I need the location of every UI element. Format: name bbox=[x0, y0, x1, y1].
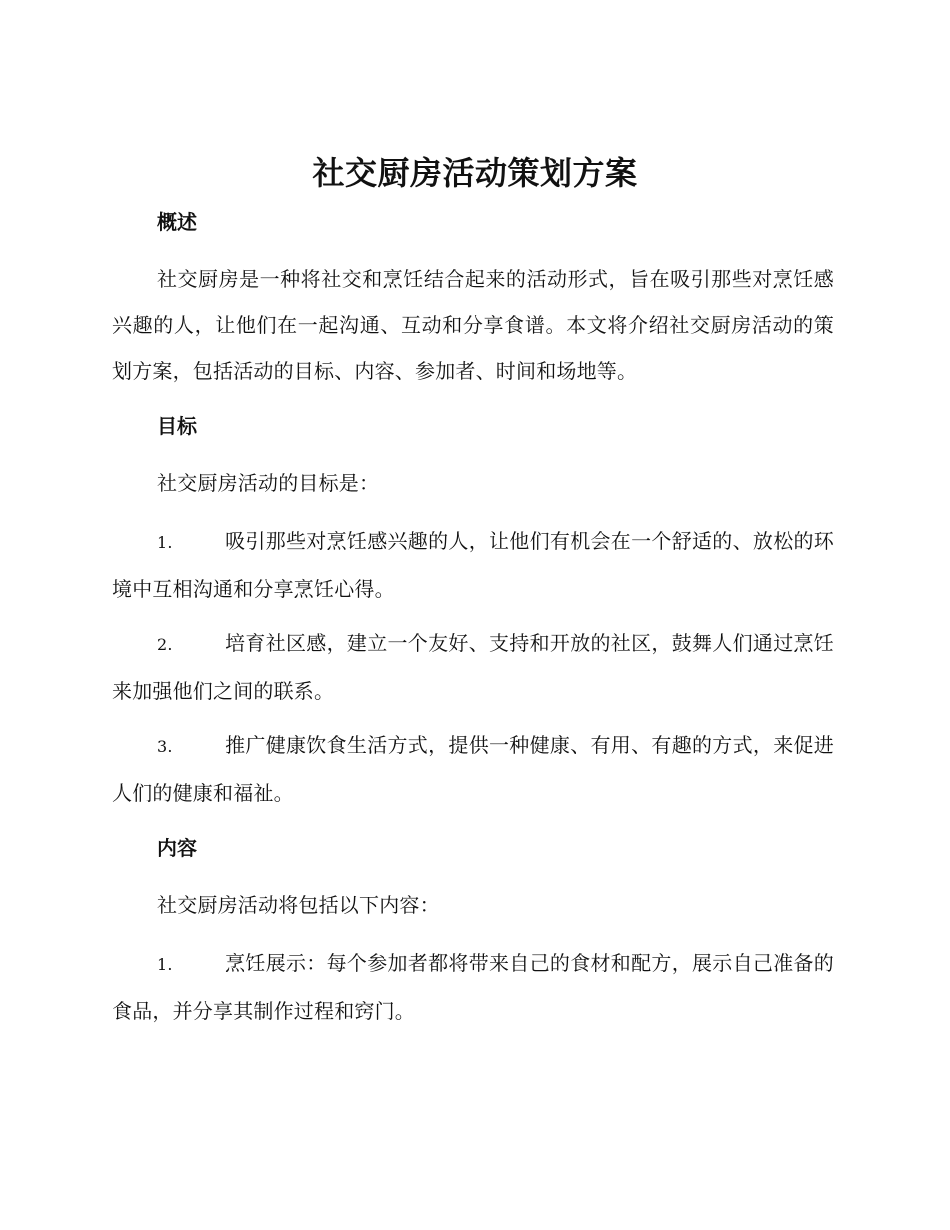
list-item-number: 1. bbox=[157, 533, 173, 552]
document-title: 社交厨房活动策划方案 bbox=[312, 154, 638, 192]
goals-list-item bbox=[112, 722, 834, 816]
section-heading-content: 内容 bbox=[157, 836, 197, 860]
list-item-number: 2. bbox=[157, 635, 173, 654]
overview-paragraph: 社交厨房是一种将社交和烹饪结合起来的活动形式，旨在吸引那些对烹饪感兴趣的人，让他们在一起沟通、互动和分享食谱。本文将介绍社交厨房活动的策划方案，包括活动的目标、内容、参加者、时间和场地等。 bbox=[112, 267, 834, 383]
list-item-number: 3. bbox=[157, 737, 173, 756]
list-item-text: 烹饪展示：每个参加者都将带来自己的食材和配方，展示自己准备的食品，并分享其制作过程和窍门。 bbox=[112, 951, 834, 1023]
goals-list-item bbox=[112, 620, 834, 714]
section-heading-goals: 目标 bbox=[157, 414, 197, 438]
section-heading-overview: 概述 bbox=[157, 210, 197, 234]
list-item-number: 1. bbox=[157, 955, 173, 974]
goals-list-item bbox=[112, 518, 834, 612]
list-item-text: 吸引那些对烹饪感兴趣的人，让他们有机会在一个舒适的、放松的环境中互相沟通和分享烹饪心得。 bbox=[112, 529, 834, 601]
content-list-item bbox=[112, 940, 834, 1034]
list-item-text: 培育社区感，建立一个友好、支持和开放的社区，鼓舞人们通过烹饪来加强他们之间的联系。 bbox=[112, 631, 834, 703]
content-intro: 社交厨房活动将包括以下内容： bbox=[157, 893, 440, 917]
goals-intro: 社交厨房活动的目标是： bbox=[157, 471, 380, 495]
list-item-text: 推广健康饮食生活方式，提供一种健康、有用、有趣的方式，来促进人们的健康和福祉。 bbox=[112, 733, 834, 805]
